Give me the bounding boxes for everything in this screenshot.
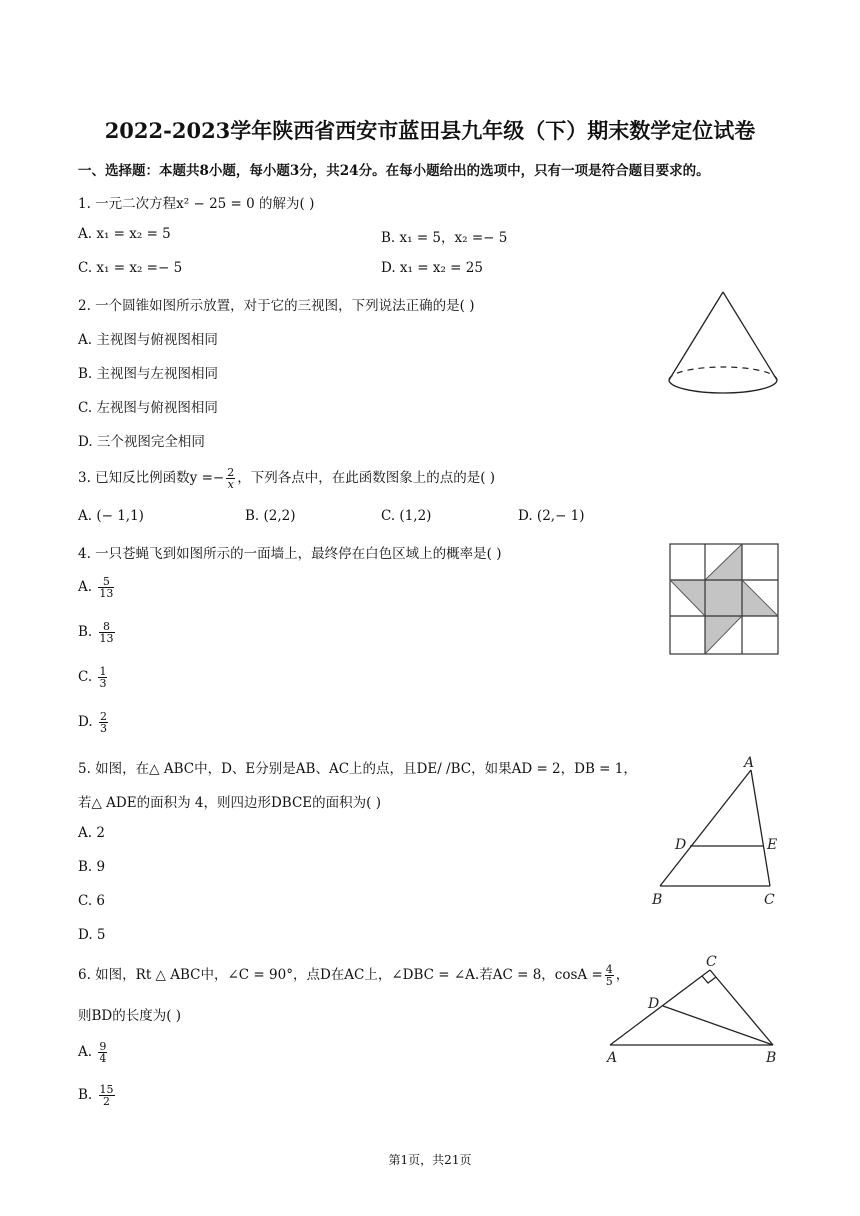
vertex-c-label: C bbox=[706, 954, 717, 970]
question-5-option-c: C. 6 bbox=[78, 893, 106, 909]
question-6-option-a: A. $\frac{9}{4}$ bbox=[78, 1040, 107, 1065]
question-1-option-d: D. x₁ = x₂ = 25 bbox=[381, 260, 483, 276]
question-4-option-c: C. $\frac{1}{3}$ bbox=[78, 665, 107, 690]
question-5-option-d: D. 5 bbox=[78, 927, 106, 943]
section-heading: 一、选择题：本题共8小题，每小题3分，共24分。在每小题给出的选项中，只有一项是符合题目要求的。 bbox=[78, 163, 710, 179]
question-2-stem: 2. 一个圆锥如图所示放置，对于它的三视图，下列说法正确的是( ) bbox=[78, 298, 475, 314]
vertex-e-label: E bbox=[767, 837, 778, 853]
question-6-fraction: $\frac{4}{5}$ bbox=[605, 963, 613, 988]
question-6-stem-line-1: 6. 如图，Rt △ ABC中，∠C = 90°，点D在AC上，∠DBC = ∠A.若AC = 8，cosA = $\frac{4}{5}$ ， bbox=[78, 963, 630, 988]
question-3-option-b: B. (2,2) bbox=[245, 508, 296, 524]
page-footer: 第1页，共21页 bbox=[388, 1153, 472, 1167]
vertex-b-label: B bbox=[652, 892, 663, 908]
question-5-stem-line-1: 5. 如图，在△ ABC中，D、E分别是AB、AC上的点，且DE/ /BC，如果AD = 2，DB = 1， bbox=[78, 761, 637, 777]
vertex-b-label: B bbox=[766, 1050, 777, 1066]
triangle-abc-figure bbox=[645, 752, 785, 908]
question-5-option-a: A. 2 bbox=[78, 825, 105, 841]
page-title: 2022-2023学年陕西省西安市蓝田县九年级（下）期末数学定位试卷 bbox=[104, 118, 756, 143]
question-3-stem: 3. 已知反比例函数y =− $\frac{2}{x}$ ，下列各点中，在此函数图象上的点的是( ) bbox=[78, 466, 496, 491]
vertex-a-label: A bbox=[744, 755, 755, 771]
question-2-option-d: D. 三个视图完全相同 bbox=[78, 434, 205, 450]
question-3-option-a: A. (− 1,1) bbox=[78, 508, 144, 524]
vertex-a-label: A bbox=[607, 1050, 618, 1066]
question-2-option-a: A. 主视图与俯视图相同 bbox=[78, 332, 218, 348]
question-2-option-c: C. 左视图与俯视图相同 bbox=[78, 400, 218, 416]
question-3-option-c: C. (1,2) bbox=[381, 508, 432, 524]
question-4-option-a: A. $\frac{5}{13}$ bbox=[78, 575, 114, 600]
cone-figure bbox=[665, 288, 783, 400]
question-3-option-d: D. (2,− 1) bbox=[518, 508, 585, 524]
question-1-stem: 1. 一元二次方程x² − 25 = 0 的解为( ) bbox=[78, 196, 315, 212]
right-triangle-figure bbox=[600, 950, 790, 1068]
vertex-c-label: C bbox=[764, 892, 775, 908]
question-4-option-d: D. $\frac{2}{3}$ bbox=[78, 710, 107, 735]
question-6-stem-line-2: 则BD的长度为( ) bbox=[78, 1008, 182, 1024]
question-5-stem-line-2: 若△ ADE的面积为 4，则四边形DBCE的面积为( ) bbox=[78, 795, 381, 811]
question-3-fraction: $\frac{2}{x}$ bbox=[227, 466, 235, 491]
question-5-option-b: B. 9 bbox=[78, 859, 106, 875]
question-6-option-b: B. $\frac{15}{2}$ bbox=[78, 1083, 114, 1108]
question-1-option-c: C. x₁ = x₂ =− 5 bbox=[78, 260, 183, 276]
question-4-option-b: B. $\frac{8}{13}$ bbox=[78, 620, 114, 645]
vertex-d-label: D bbox=[675, 837, 687, 853]
question-4-stem: 4. 一只苍蝇飞到如图所示的一面墙上，最终停在白色区域上的概率是( ) bbox=[78, 546, 502, 562]
grid-wall-figure bbox=[668, 542, 782, 658]
vertex-d-label: D bbox=[648, 996, 660, 1012]
question-1-option-b: B. x₁ = 5，x₂ =− 5 bbox=[381, 230, 508, 246]
question-2-option-b: B. 主视图与左视图相同 bbox=[78, 366, 219, 382]
question-1-option-a: A. x₁ = x₂ = 5 bbox=[78, 226, 171, 242]
